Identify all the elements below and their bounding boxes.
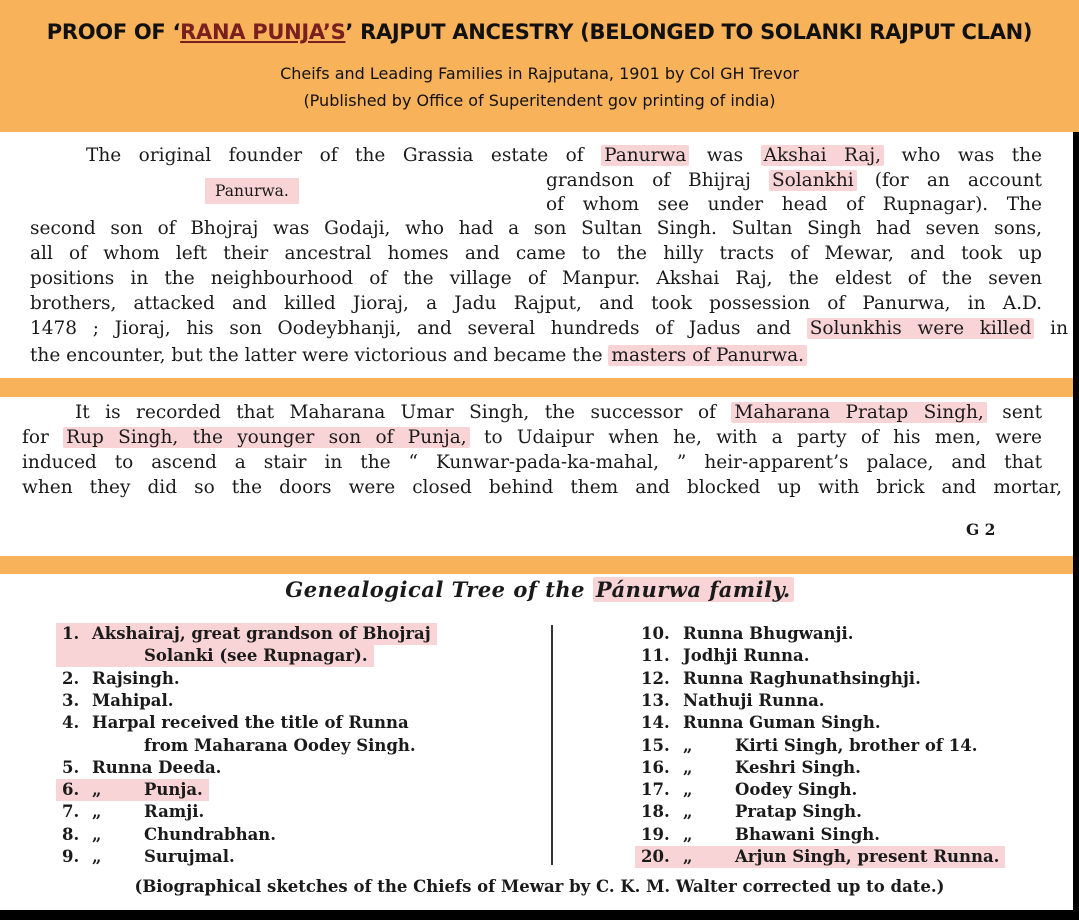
separator-bar (0, 378, 1079, 397)
text-line: 1478 ; Jioraj, his son Oodeybhanji, and several hundreds of Jadus and Solunkhis were killed in (30, 318, 1068, 339)
genealogy-entry: 6. „ Punja. (56, 779, 209, 801)
genealogy-entry: 3. Mahipal. (62, 690, 174, 710)
genealogy-entry: 14. Runna Guman Singh. (641, 713, 881, 733)
genealogy-entry: 15. „ Kirti Singh, brother of 14. (641, 735, 978, 755)
genealogy-entry: 1. Akshairaj, great grandson of Bhojraj (56, 623, 437, 645)
scan-edge (0, 910, 1079, 920)
genealogy-entry: 4. Harpal received the title of Runna (62, 713, 409, 733)
margin-note: Panurwa. (205, 178, 299, 204)
text-line: for Rup Singh, the younger son of Punja, to Udaipur when he, with a party of his men, were (22, 427, 1042, 448)
genealogy-entry: 2. Rajsingh. (62, 668, 180, 688)
genealogy-entry: 10. Runna Bhugwanji. (641, 624, 854, 643)
genealogy-entry: 7. „ Ramji. (62, 802, 205, 822)
genealogy-entry: 13. Nathuji Runna. (641, 690, 825, 710)
text-line: brothers, attacked and killed Jioraj, a Jadu Rajput, and took possession of Panurwa, in A.D. (30, 293, 1042, 314)
text-line: The original founder of the Grassia estate of Panurwa was Akshai Raj, who was the (86, 145, 1043, 166)
subtitle-publisher: (Published by Office of Superitendent gov printing of india) (303, 91, 776, 110)
subtitle-source: Cheifs and Leading Families in Rajputana, 1901 by Col GH Trevor (280, 64, 799, 83)
genealogy-entry: 11. Jodhji Runna. (641, 646, 810, 666)
genealogy-entry: from Maharana Oodey Singh. (144, 735, 416, 755)
genealogy-entry: 8. „ Chundrabhan. (62, 824, 277, 844)
genealogy-entry: Solanki (see Rupnagar). (56, 645, 374, 667)
text-line: induced to ascend a stair in the “ Kunwar-pada-ka-mahal, ” heir-apparent’s palace, and that (22, 452, 1042, 473)
genealogy-entry: 17. „ Oodey Singh. (641, 780, 858, 800)
text-line: the encounter, but the latter were victorious and became the masters of Panurwa. (30, 345, 807, 367)
header-banner (0, 0, 1079, 132)
text-line: when they did so the doors were closed behind them and blocked up with brick and mortar, (22, 477, 1062, 498)
column-divider (551, 625, 553, 865)
text-line: all of whom left their ancestral homes and came to the hilly tracts of Mewar, and took up (30, 243, 1042, 264)
text-line: second son of Bhojraj was Godaji, who had a son Sultan Singh. Sultan Singh had seven sons, (30, 218, 1042, 239)
genealogy-entry: 16. „ Keshri Singh. (641, 757, 861, 777)
genealogy-entry: 5. Runna Deeda. (62, 757, 222, 777)
genealogy-entry: 19. „ Bhawani Singh. (641, 824, 880, 844)
page-title: PROOF OF ‘RANA PUNJA’S’ RAJPUT ANCESTRY (BELONGED TO SOLANKI RAJPUT CLAN) (46, 20, 1033, 44)
text-line: It is recorded that Maharana Umar Singh, the successor of Maharana Pratap Singh, sent (75, 402, 1042, 423)
genealogy-title: Genealogical Tree of the Pánurwa family. (0, 577, 1079, 602)
genealogy-entry: 12. Runna Raghunathsinghji. (641, 668, 921, 688)
genealogy-entry: 20. „ Arjun Singh, present Runna. (635, 846, 1005, 868)
text-line: of whom see under head of Rupnagar). The (546, 194, 1042, 215)
scan-edge (1073, 132, 1079, 910)
genealogy-entry: 18. „ Pratap Singh. (641, 802, 862, 822)
rana-punja-name: RANA PUNJA’S (180, 20, 346, 44)
text-line: grandson of Bhijraj Solankhi (for an account (546, 170, 1042, 191)
genealogy-entry: 9. „ Surujmal. (62, 847, 235, 866)
page-mark: G 2 (966, 520, 996, 539)
text-line: positions in the neighbourhood of the village of Manpur. Akshai Raj, the eldest of the seven (30, 268, 1042, 289)
genealogy-footer: (Biographical sketches of the Chiefs of Mewar by C. K. M. Walter corrected up to date.) (134, 877, 945, 896)
separator-bar (0, 556, 1079, 574)
